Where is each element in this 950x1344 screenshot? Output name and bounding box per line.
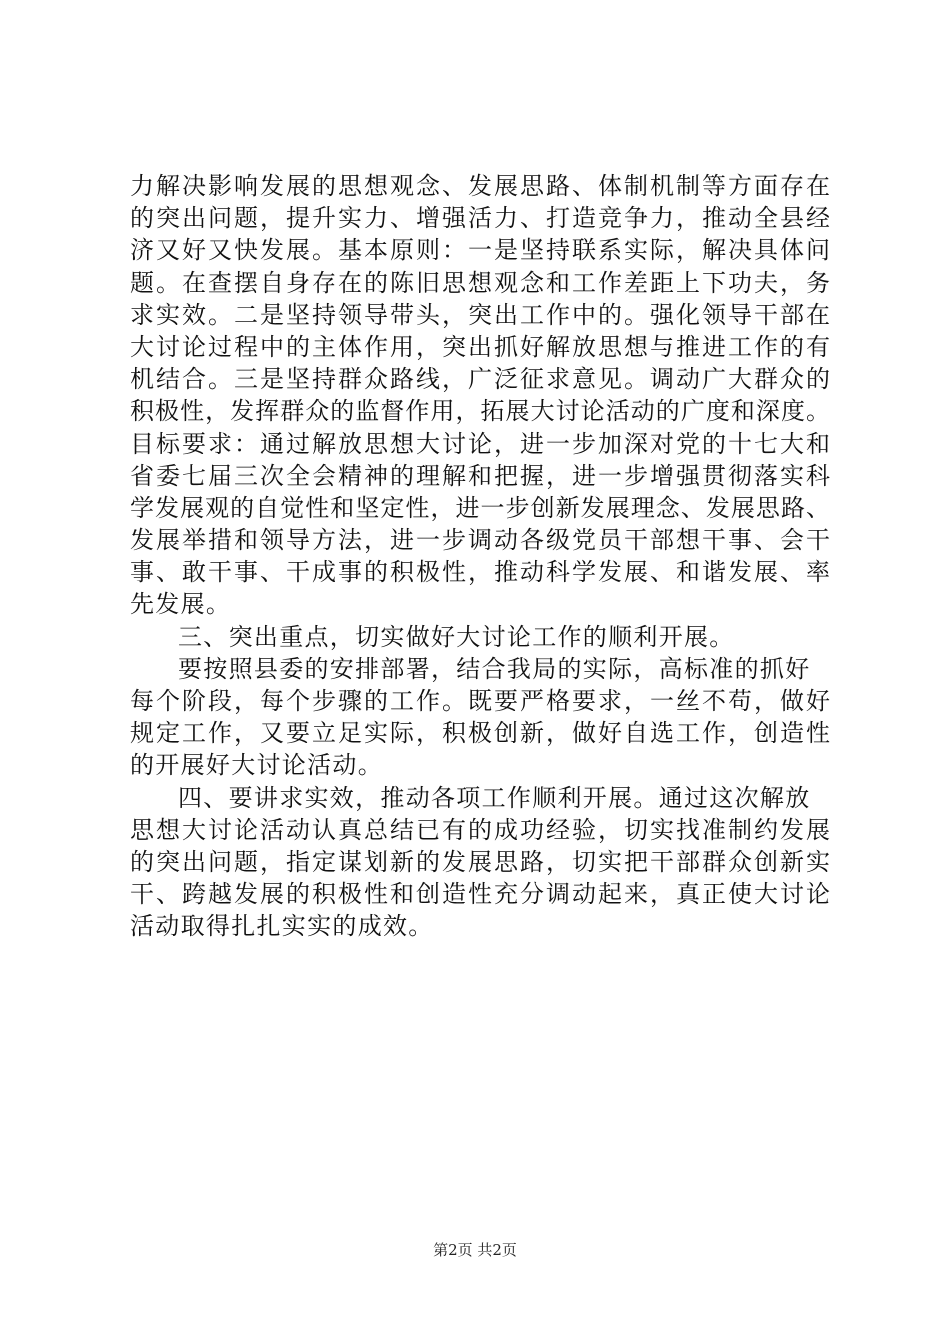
text-line: 活动取得扎扎实实的成效。 — [130, 912, 434, 941]
text-line: 大讨论过程中的主体作用，突出抓好解放思想与推进工作的有 — [130, 332, 830, 361]
text-line: 每个阶段，每个步骤的工作。既要严格要求，一丝不苟，做好 — [130, 687, 830, 715]
text-line: 求实效。二是坚持领导带头，突出工作中的。强化领导干部在 — [130, 300, 830, 329]
text-line: 题。在查摆自身存在的陈旧思想观念和工作差距上下功夫，务 — [130, 268, 830, 297]
text-line: 规定工作，又要立足实际，积极创新，做好自选工作，创造性 — [130, 719, 830, 748]
section-heading: 三、突出重点，切实做好大讨论工作的顺利开展。 — [178, 622, 735, 651]
text-line: 干、跨越发展的积极性和创造性充分调动起来，真正使大讨论 — [130, 880, 830, 909]
text-line: 事、敢干事、干成事的积极性，推动科学发展、和谐发展、率 — [130, 558, 830, 587]
text-line: 的开展好大讨论活动。 — [130, 751, 383, 780]
text-line: 先发展。 — [130, 590, 232, 619]
text-line: 思想大讨论活动认真总结已有的成功经验，切实找准制约发展 — [130, 815, 830, 844]
text-line: 济又好又快发展。基本原则：一是坚持联系实际，解决具体问 — [130, 236, 830, 265]
page-number-footer: 第2页 共2页 — [433, 1241, 517, 1259]
text-line: 积极性，发挥群众的监督作用，拓展大讨论活动的广度和深度。 — [130, 397, 830, 426]
section-heading: 四、要讲求实效，推动各项工作顺利开展。通过这次解放 — [178, 783, 811, 812]
text-line: 省委七届三次全会精神的理解和把握，进一步增强贯彻落实科 — [130, 461, 830, 490]
text-line: 目标要求：通过解放思想大讨论，进一步加深对党的十七大和 — [130, 429, 830, 458]
text-line: 力解决影响发展的思想观念、发展思路、体制机制等方面存在 — [130, 172, 830, 200]
body-text — [130, 170, 830, 943]
text-line: 要按照县委的安排部署，结合我局的实际，高标准的抓好 — [178, 654, 811, 683]
text-line: 发展举措和领导方法，进一步调动各级党员干部想干事、会干 — [130, 526, 830, 555]
text-line: 学发展观的自觉性和坚定性，进一步创新发展理念、发展思路、 — [130, 493, 830, 522]
text-line: 的突出问题，指定谋划新的发展思路，切实把干部群众创新实 — [130, 847, 830, 876]
text-line: 的突出问题，提升实力、增强活力、打造竞争力，推动全县经 — [130, 204, 830, 233]
text-line: 机结合。三是坚持群众路线，广泛征求意见。调动广大群众的 — [130, 365, 830, 394]
